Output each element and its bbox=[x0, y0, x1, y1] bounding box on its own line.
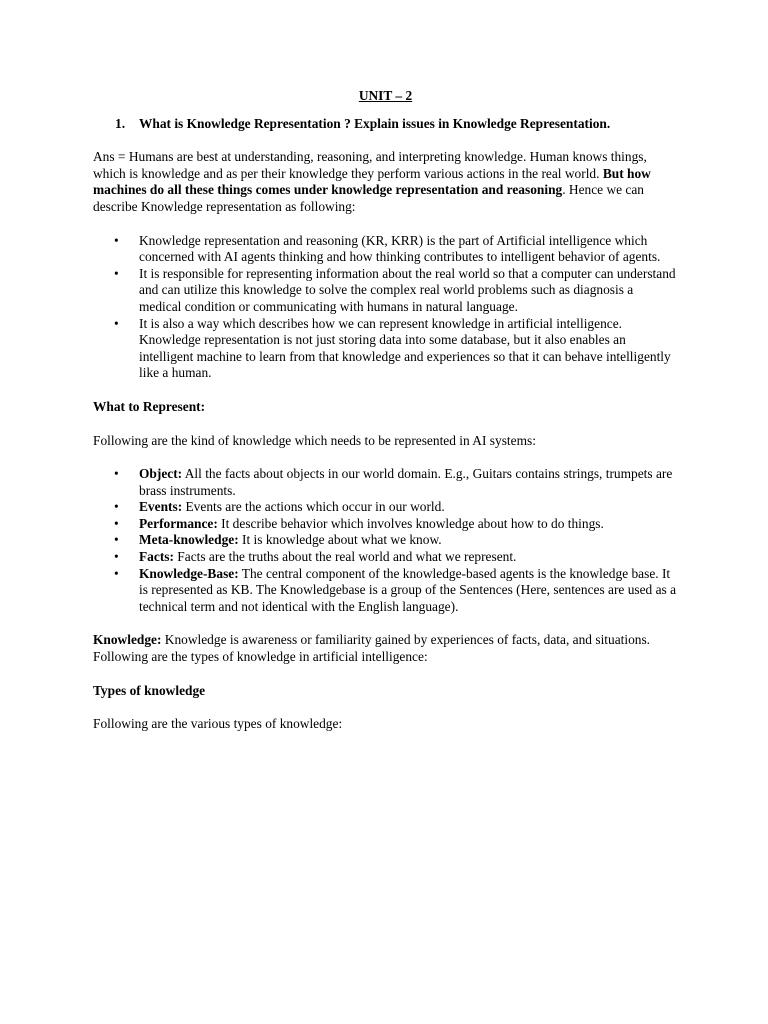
list-item bbox=[93, 549, 678, 566]
knowledge-text: Knowledge is awareness or familiarity gained by experiences of facts, data, and situations. Following are the types of knowledge in artificial intelligence: bbox=[93, 632, 651, 665]
list-item-term: Object: bbox=[139, 466, 183, 482]
list-item bbox=[93, 316, 678, 382]
what-to-represent-heading: What to Represent: bbox=[93, 398, 206, 414]
knowledge-term: Knowledge: bbox=[93, 632, 162, 648]
bullet-icon: • bbox=[114, 499, 119, 515]
represent-bullet-list bbox=[93, 466, 678, 615]
list-item-text: Events are the actions which occur in our world. bbox=[182, 499, 445, 515]
bullet-icon: • bbox=[114, 315, 119, 331]
list-item-text: All the facts about objects in our world domain. E.g., Guitars contains strings, trumpets are brass instruments. bbox=[139, 466, 673, 498]
list-item-term: Meta-knowledge: bbox=[139, 532, 239, 548]
bullet-icon: • bbox=[114, 532, 119, 548]
list-item-text: It is also a way which describes how we can represent knowledge in artificial intelligence. Knowledge representation is not just storing data into some database, but it also enables an intelligent machine to learn from that knowledge and experiences so that it can behave intelligently like a human. bbox=[139, 315, 671, 381]
list-item-text: It is responsible for representing information about the real world so that a computer can understand and can utilize this knowledge to solve the complex real world problems such as diagnosis a medical condition or communicating with humans in natural language. bbox=[139, 265, 676, 314]
bullet-icon: • bbox=[114, 265, 119, 281]
list-item-term: Events: bbox=[139, 499, 183, 515]
intro-text-1: Ans = Humans are best at understanding, reasoning, and interpreting knowledge. Human knows things, which is knowledge and as per their knowledge they perform various actions in the real world. bbox=[93, 149, 647, 181]
question-number: 1. bbox=[115, 115, 126, 131]
intro-bullet-list bbox=[93, 233, 678, 382]
unit-title: UNIT – 2 bbox=[358, 88, 413, 103]
list-item-text: It describe behavior which involves knowledge about how to do things. bbox=[217, 515, 604, 531]
list-item-term: Facts: bbox=[139, 549, 174, 565]
list-item-text: Knowledge representation and reasoning (KR, KRR) is the part of Artificial intelligence which concerned with AI agents thinking and how thinking contributes to intelligent behavior of agents. bbox=[139, 232, 661, 265]
types-of-knowledge-lead: Following are the various types of knowledge: bbox=[93, 716, 343, 732]
list-item bbox=[93, 233, 678, 266]
question-1 bbox=[115, 116, 678, 133]
bullet-icon: • bbox=[114, 515, 119, 531]
list-item bbox=[93, 566, 678, 616]
list-item bbox=[93, 499, 678, 516]
types-of-knowledge-heading: Types of knowledge bbox=[93, 682, 206, 698]
list-item bbox=[93, 466, 678, 499]
knowledge-paragraph bbox=[93, 632, 678, 665]
intro-text-2: . Hence we can describe Knowledge representation as following: bbox=[93, 182, 645, 214]
bullet-icon: • bbox=[114, 466, 119, 482]
intro-paragraph bbox=[93, 149, 678, 215]
question-text: What is Knowledge Representation ? Explain issues in Knowledge Representation. bbox=[139, 115, 611, 131]
bullet-icon: • bbox=[114, 549, 119, 565]
bullet-icon: • bbox=[114, 565, 119, 581]
list-item bbox=[93, 532, 678, 549]
what-to-represent-lead: Following are the kind of knowledge which needs to be represented in AI systems: bbox=[93, 432, 536, 448]
list-item bbox=[93, 266, 678, 316]
list-item-text: Facts are the truths about the real world and what we represent. bbox=[173, 549, 517, 565]
intro-bold-text: But how machines do all these things comes under knowledge representation and reasoning bbox=[93, 165, 651, 198]
list-item-text: It is knowledge about what we know. bbox=[238, 532, 442, 548]
bullet-icon: • bbox=[114, 232, 119, 248]
list-item-term: Performance: bbox=[139, 515, 218, 531]
list-item-text: The central component of the knowledge-based agents is the knowledge base. It is represented as KB. The Knowledgebase is a group of the Sentences (Here, sentences are used as a technical term and not identical with the English language). bbox=[139, 565, 677, 614]
list-item-term: Knowledge-Base: bbox=[139, 565, 239, 581]
list-item bbox=[93, 516, 678, 533]
